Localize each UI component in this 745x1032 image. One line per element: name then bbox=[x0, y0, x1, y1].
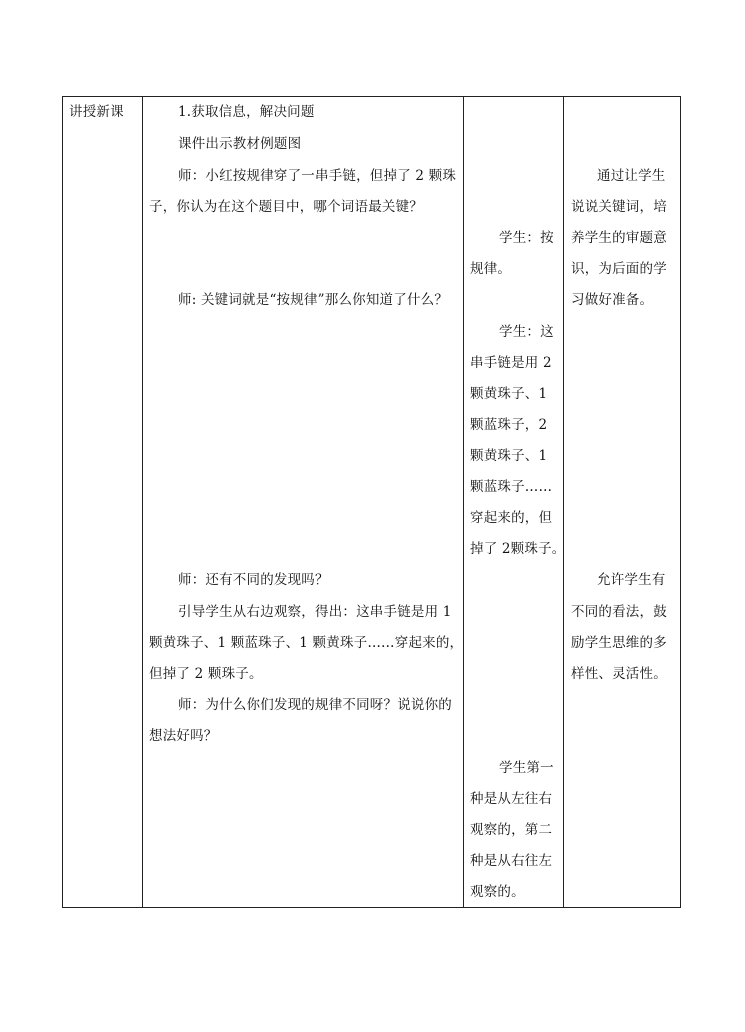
student-line: 观察的。 bbox=[470, 884, 525, 900]
lesson-plan-table bbox=[62, 96, 681, 908]
student-line: 掉了 2颗珠子。 bbox=[470, 541, 566, 557]
student-line: 学生：按 bbox=[499, 230, 554, 246]
student-line: 种是从右往左 bbox=[470, 853, 553, 869]
process-line: 师：小红按规律穿了一串手链，但掉了 2 颗珠 bbox=[178, 168, 457, 184]
intent-line: 养学生的审题意 bbox=[571, 230, 667, 246]
intent-line: 识，为后面的学 bbox=[571, 261, 667, 277]
student-line: 穿起来的，但 bbox=[470, 510, 553, 526]
column-divider-3 bbox=[563, 97, 564, 907]
student-line: 颗蓝珠子，2 bbox=[470, 417, 548, 433]
student-line: 串手链是用 2 bbox=[470, 355, 552, 371]
column-divider-1 bbox=[142, 97, 143, 907]
process-line: 子，你认为在这个题目中，哪个词语最关键？ bbox=[149, 199, 423, 215]
process-line: 师：为什么你们发现的规律不同呀？说说你的 bbox=[178, 697, 452, 713]
intent-line: 通过让学生 bbox=[597, 168, 666, 184]
student-line: 学生：这 bbox=[499, 324, 554, 340]
student-line: 颗黄珠子、1 bbox=[470, 448, 548, 464]
process-line: 课件出示教材例题图 bbox=[178, 136, 302, 152]
intent-line: 不同的看法，鼓 bbox=[571, 604, 667, 620]
intent-line: 习做好准备。 bbox=[571, 292, 654, 308]
student-line: 颗蓝珠子…… bbox=[470, 479, 553, 495]
section-label: 讲授新课 bbox=[69, 104, 124, 120]
intent-line: 励学生思维的多 bbox=[571, 635, 667, 651]
process-line: 颗黄珠子、1 颗蓝珠子、1 颗黄珠子……穿起来的， bbox=[149, 635, 464, 651]
intent-line: 允许学生有 bbox=[597, 572, 666, 588]
process-line: 但掉了 2 颗珠子。 bbox=[149, 666, 263, 682]
process-line: 想法好吗？ bbox=[149, 728, 218, 744]
student-line: 颗黄珠子、1 bbox=[470, 386, 548, 402]
process-line: 师: 关键词就是“按规律”那么你知道了什么？ bbox=[178, 292, 449, 308]
column-divider-2 bbox=[463, 97, 464, 907]
process-line: 引导学生从右边观察，得出：这串手链是用 1 bbox=[178, 604, 452, 620]
student-line: 种是从左往右 bbox=[470, 791, 553, 807]
intent-line: 样性、灵活性。 bbox=[571, 666, 667, 682]
student-line: 学生第一 bbox=[499, 760, 554, 776]
student-line: 规律。 bbox=[470, 261, 512, 277]
process-line: 1.获取信息，解决问题 bbox=[178, 104, 315, 120]
student-line: 观察的，第二 bbox=[470, 822, 553, 838]
intent-line: 说说关键词，培 bbox=[571, 199, 667, 215]
process-line: 师：还有不同的发现吗？ bbox=[178, 572, 329, 588]
